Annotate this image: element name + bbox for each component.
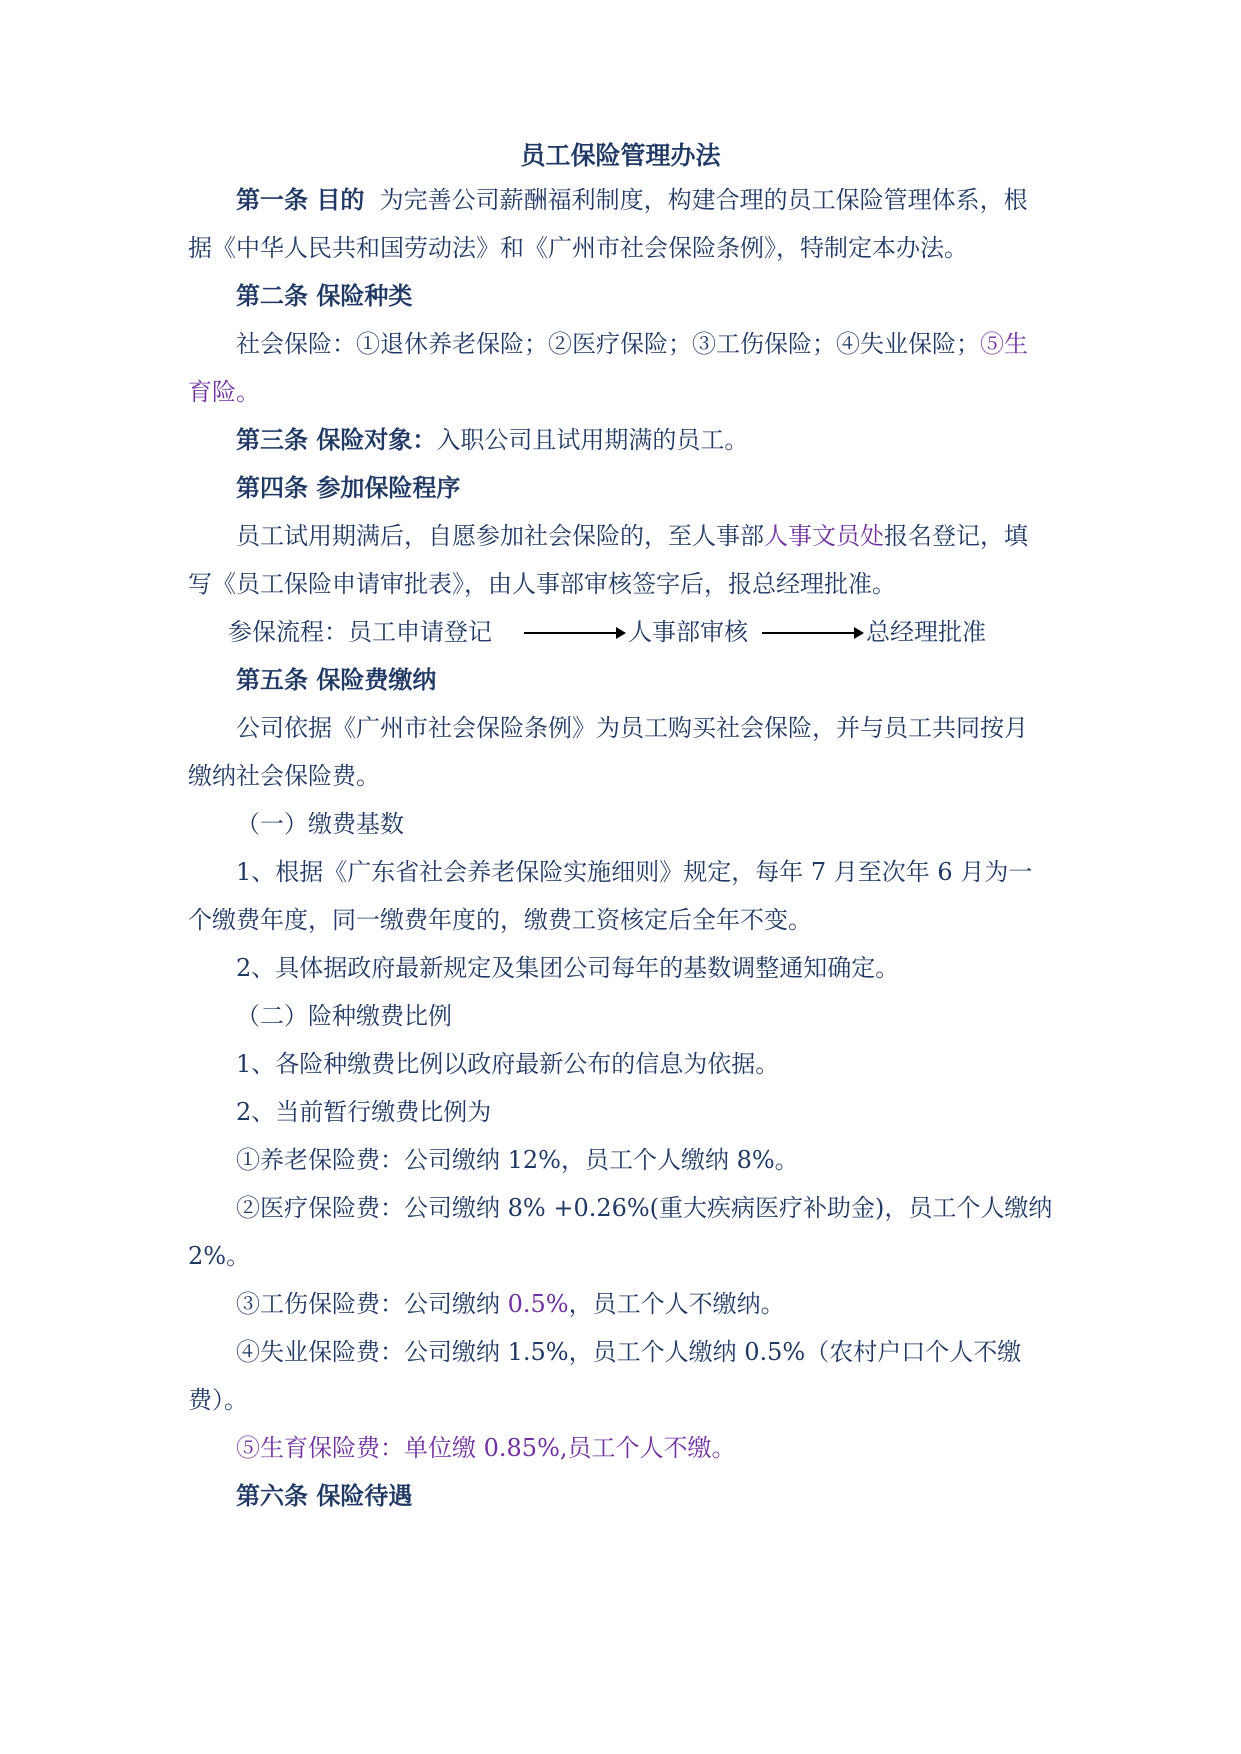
flow-label: 参保流程：员工申请登记 <box>228 618 492 646</box>
article-4-text-cont: 写《员工保险申请审批表》，由人事部审核签字后，报总经理批准。 <box>188 570 896 598</box>
rate-injury-a: ③工伤保险费：公司缴纳 <box>236 1290 500 1318</box>
article-3-heading: 第三条 保险对象： <box>236 425 437 454</box>
article-4-heading: 第四条 参加保险程序 <box>236 473 461 502</box>
flow-arrow-1 <box>524 632 624 634</box>
article-2-text <box>236 328 1028 360</box>
document-title: 员工保险管理办法 <box>520 141 721 170</box>
article-2-text-highlight: ⑤生 <box>980 330 1028 358</box>
rate-injury-highlight: 0.5% <box>500 1290 569 1318</box>
section-2-item-1: 1、各险种缴费比例以政府最新公布的信息为依据。 <box>236 1050 780 1078</box>
section-2-item-2: 2、当前暂行缴费比例为 <box>236 1098 492 1126</box>
section-1-item-2: 2、具体据政府最新规定及集团公司每年的基数调整通知确定。 <box>236 954 900 982</box>
article-4-text <box>236 520 1028 552</box>
article-1 <box>236 184 1028 216</box>
article-2-heading: 第二条 保险种类 <box>236 281 413 310</box>
article-5-text-cont: 缴纳社会保险费。 <box>188 762 380 790</box>
rate-injury <box>236 1288 785 1320</box>
section-2-heading: （二）险种缴费比例 <box>236 1002 452 1030</box>
rate-unemployment: ④失业保险费：公司缴纳 1.5%，员工个人缴纳 0.5%（农村户口个人不缴 <box>236 1338 1022 1366</box>
article-3-text: 入职公司且试用期满的员工。 <box>436 426 749 454</box>
article-5-heading: 第五条 保险费缴纳 <box>236 665 437 694</box>
flow-arrow-2 <box>762 632 862 634</box>
section-1-item-1-cont: 个缴费年度，同一缴费年度的，缴费工资核定后全年不变。 <box>188 906 812 934</box>
flow-step-3: 总经理批准 <box>866 618 986 646</box>
article-5-text: 公司依据《广州市社会保险条例》为员工购买社会保险，并与员工共同按月 <box>236 714 1028 742</box>
flow-step-2: 人事部审核 <box>628 618 748 646</box>
rate-maternity: ⑤生育保险费：单位缴 0.85%,员工个人不缴。 <box>236 1434 736 1462</box>
rate-injury-c: ，员工个人不缴纳。 <box>568 1290 785 1318</box>
article-4-text-c: 报名登记，填 <box>884 522 1028 550</box>
section-1-heading: （一）缴费基数 <box>236 810 404 838</box>
rate-pension: ①养老保险费：公司缴纳 12%，员工个人缴纳 8%。 <box>236 1146 799 1174</box>
article-1-text: 为完善公司薪酬福利制度，构建合理的员工保险管理体系，根 <box>379 186 1028 214</box>
article-4-text-a: 员工试用期满后，自愿参加社会保险的，至人事部 <box>236 522 764 550</box>
rate-unemployment-cont: 费）。 <box>188 1386 248 1414</box>
article-2-text-cont: 育险。 <box>188 378 260 406</box>
article-1-heading: 第一条 目的 <box>236 185 365 214</box>
article-6-heading: 第六条 保险待遇 <box>236 1481 413 1510</box>
section-1-item-1: 1、根据《广东省社会养老保险实施细则》规定，每年 7 月至次年 6 月为一 <box>236 858 1033 886</box>
article-2-text-main: 社会保险：①退休养老保险；②医疗保险；③工伤保险；④失业保险； <box>236 330 980 358</box>
article-3 <box>236 424 748 456</box>
rate-medical: ②医疗保险费：公司缴纳 8% +0.26%(重大疾病医疗补助金)，员工个人缴纳 <box>236 1194 1053 1222</box>
article-1-text-cont: 据《中华人民共和国劳动法》和《广州市社会保险条例》，特制定本办法。 <box>188 234 968 262</box>
rate-medical-cont: 2%。 <box>188 1242 251 1270</box>
article-4-text-highlight: 人事文员处 <box>764 522 884 550</box>
